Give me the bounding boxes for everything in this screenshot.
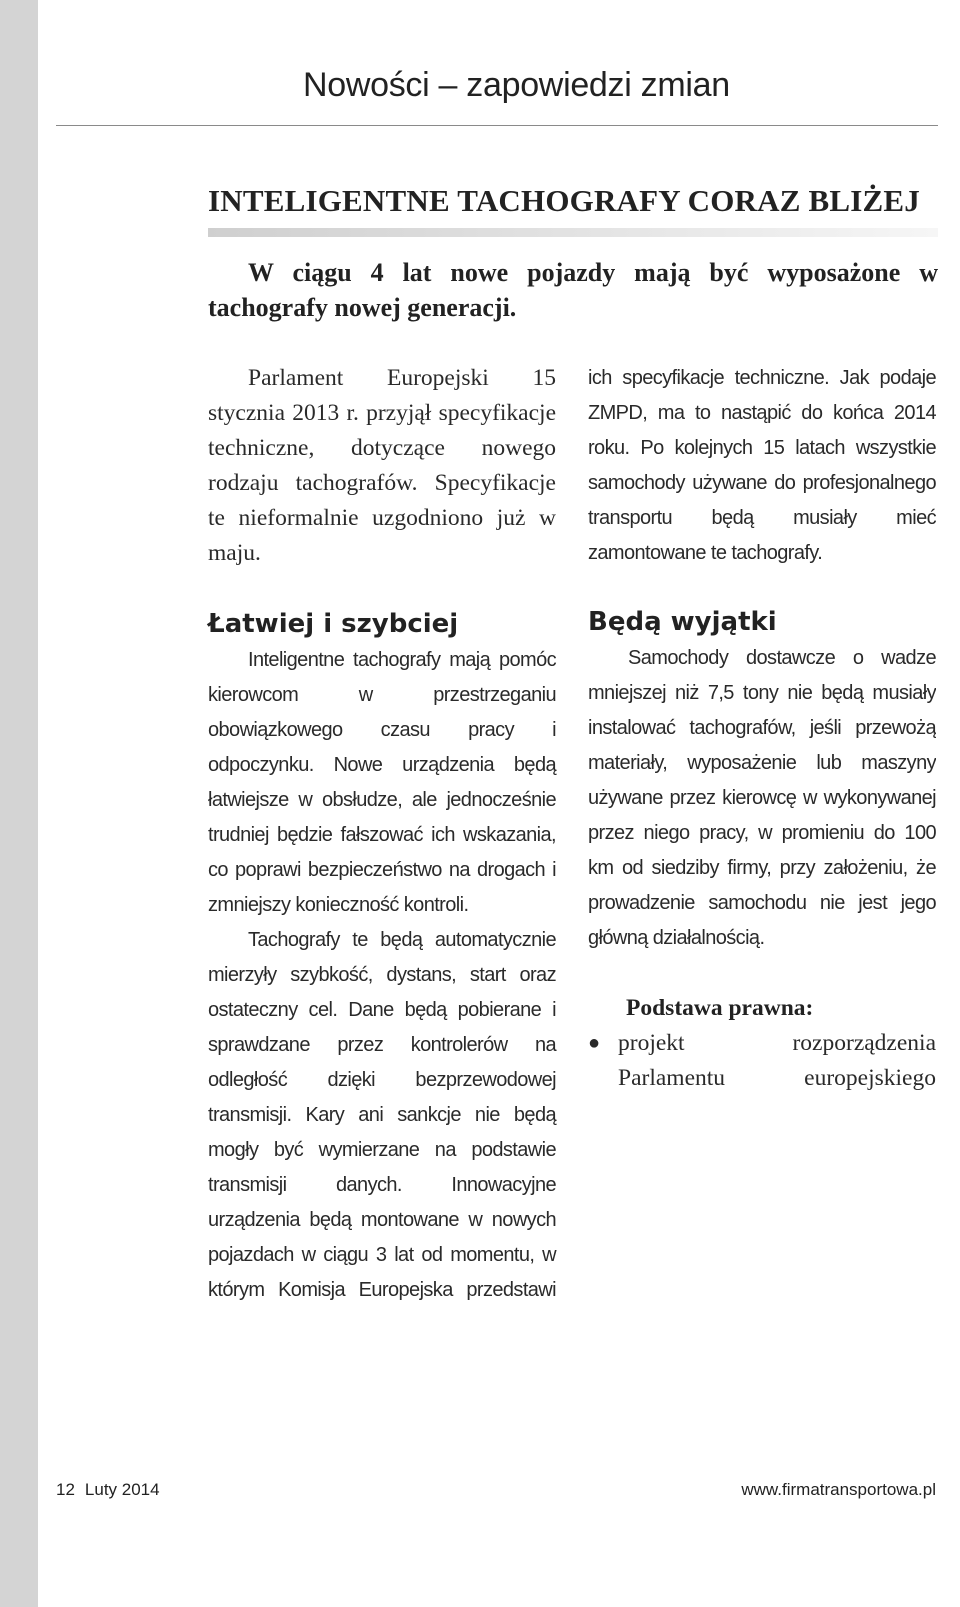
header-rule <box>56 125 938 126</box>
right-column <box>588 361 936 1096</box>
section1-paragraph-1: Inteligentne tachografy mają pomóc kierowcom w przestrzeganiu obowiązkowego czasu pracy i odpoczynku. Nowe urządzenia będą łatwiejsze w obsłudze, ale jednocześnie trudniej będzie fałszować ich wskazania, co poprawi bezpieczeństwo na drogach i zmniejszy konieczność kontroli. <box>208 649 556 916</box>
page-margin-bar <box>0 0 38 1607</box>
issue-date: Luty 2014 <box>84 1480 160 1499</box>
right-column-content <box>588 361 936 1096</box>
section1-paragraph-2: Tachografy te będą automatycznie mierzyły szybkość, dystans, start oraz ostateczny cel. Dane będą pobierane i sprawdzane przez kontrolerów na odległość dzięki bezprzewodowej transmisji. Kary ani sankcje nie będą mogły być wymierzane na podstawie transmisji danych. Innowacyjne urządzenia będą montowane w nowych pojazdach w ciągu 3 lat od momentu, w którym Komisja Europejska przedstawi <box>208 929 556 1301</box>
page-number: 12 <box>56 1480 75 1499</box>
intro-paragraph: Parlament Europejski 15 stycznia 2013 r. przyjął specyfikacje techniczne, dotyczące nowego rodzaju tachografów. Specyfikacje te nieformalnie uzgodniono już w maju. <box>208 365 556 566</box>
article-title: INTELIGENTNE TACHOGRAFY CORAZ BLIŻEJ <box>208 183 921 218</box>
footer-issue <box>56 1480 160 1500</box>
running-header: Nowości – zapowiedzi zmian <box>303 66 730 104</box>
footer-website[interactable]: www.firmatransportowa.pl <box>741 1480 936 1499</box>
article-lead: W ciągu 4 lat nowe pojazdy mają być wyposażone w tachografy nowej generacji. <box>208 258 938 322</box>
left-column <box>208 361 556 1308</box>
section-heading-latwiej: Łatwiej i szybciej <box>208 609 459 639</box>
legal-basis-heading: Podstawa prawna: <box>626 995 814 1021</box>
section2-paragraph: Samochody dostawcze o wadze mniejszej niż 7,5 tony nie będą musiały instalować tachografów, jeśli przewożą materiały, wyposażenie lub maszyny używane przez kierowcę w wykonywanej przez niego pracy, w promieniu do 100 km od siedziby firmy, przy założeniu, że prowadzenie samochodu nie jest jego główną działalnością. <box>588 647 936 949</box>
legal-basis-text: projekt rozporządzenia Parlamentu europejskiego <box>618 1030 936 1091</box>
bullet-icon: ● <box>588 1032 601 1054</box>
legal-basis-item <box>588 1026 936 1096</box>
title-underline-bar <box>208 228 938 237</box>
section1-paragraph-2-continued: ich specyfikacje techniczne. Jak podaje ZMPD, ma to nastąpić do końca 2014 roku. Po kolejnych 15 latach wszystkie samochody używane do profesjonalnego transportu będą musiały mieć zamontowane te tachografy. <box>588 367 936 564</box>
section-heading-wyjatki: Będą wyjątki <box>588 607 777 637</box>
